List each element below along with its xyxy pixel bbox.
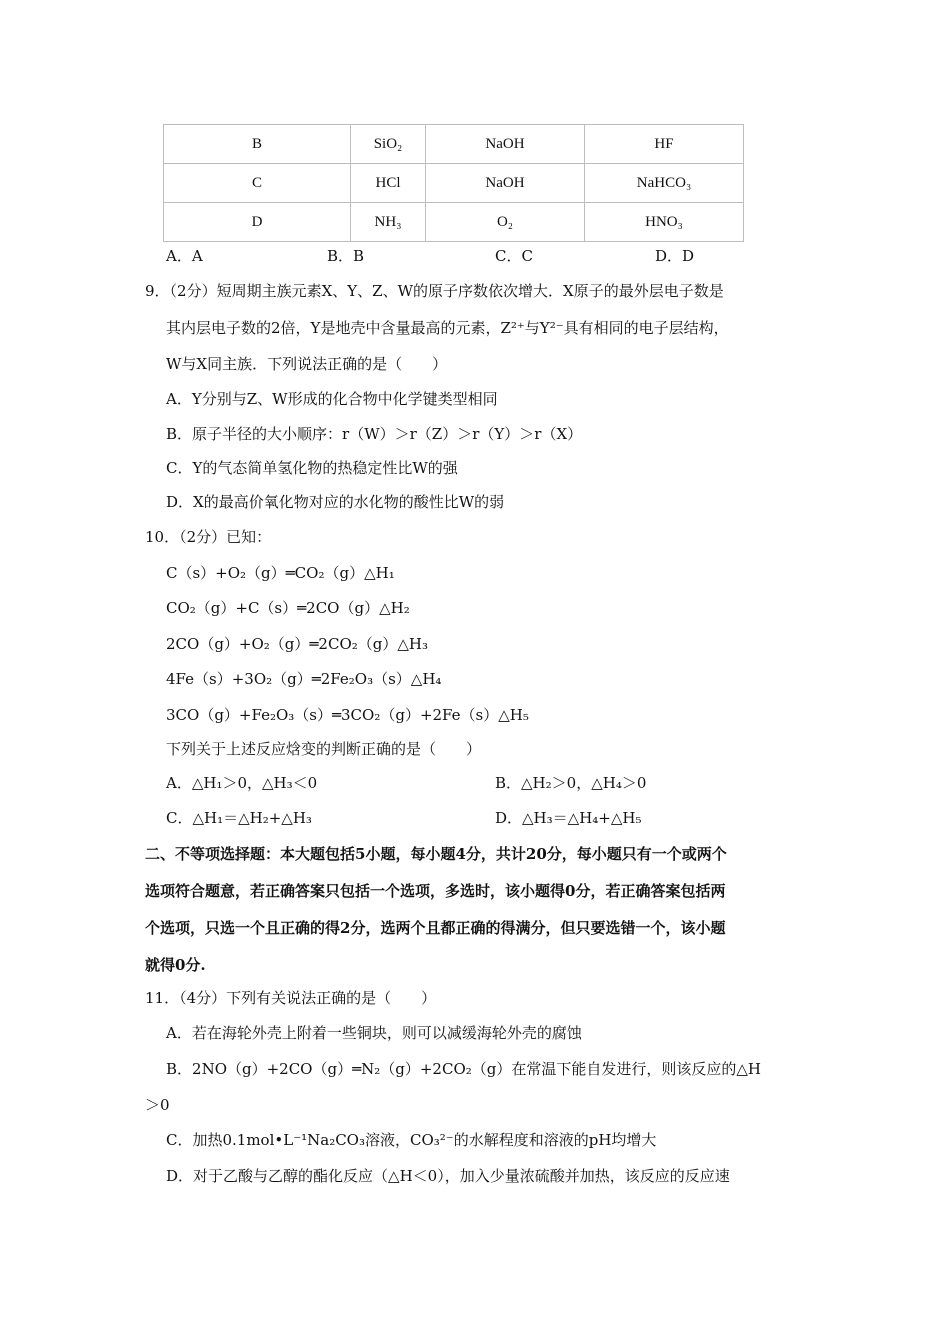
q8-choice-b: B．B xyxy=(327,247,365,265)
q11-option-d: D．对于乙酸与乙醇的酯化反应（△H＜0），加入少量浓硫酸并加热，该反应的反应速 xyxy=(166,1167,730,1185)
table-cell: O₂ xyxy=(426,203,585,242)
q10-question: 下列关于上述反应焓变的判断正确的是（ ） xyxy=(166,740,482,758)
table-cell: HF xyxy=(585,125,744,164)
q10-option-b: B．△H₂＞0，△H₄＞0 xyxy=(495,774,647,792)
q9-stem-line3: W与X同主族．下列说法正确的是（ ） xyxy=(166,355,448,373)
table-cell: NH₃ xyxy=(351,203,426,242)
table-cell: NaOH xyxy=(426,164,585,203)
q10-equation-5: 3CO（g）+Fe₂O₃（s）═3CO₂（g）+2Fe（s）△H₅ xyxy=(166,706,529,724)
table-cell: C xyxy=(164,164,351,203)
q11-option-b-line2: ＞0 xyxy=(145,1096,170,1114)
section2-heading-line3: 个选项，只选一个且正确的得2分，选两个且都正确的得满分，但只要选错一个，该小题 xyxy=(145,919,726,937)
table-cell: NaOH xyxy=(426,125,585,164)
options-table xyxy=(163,124,744,242)
q10-option-c: C．△H₁＝△H₂+△H₃ xyxy=(166,809,312,827)
q9-option-c: C．Y的气态简单氢化物的热稳定性比W的强 xyxy=(166,459,458,477)
q8-choice-c: C．C xyxy=(495,247,533,265)
q10-equation-3: 2CO（g）+O₂（g）═2CO₂（g）△H₃ xyxy=(166,635,428,653)
table-cell: NaHCO₃ xyxy=(585,164,744,203)
q10-stem: 10．（2分）已知： xyxy=(145,528,272,546)
q10-equation-2: CO₂（g）+C（s）═2CO（g）△H₂ xyxy=(166,599,410,617)
q10-option-a: A．△H₁＞0，△H₃＜0 xyxy=(166,774,318,792)
q10-option-d: D．△H₃＝△H₄+△H₅ xyxy=(495,809,642,827)
q11-stem: 11．（4分）下列有关说法正确的是（ ） xyxy=(145,989,437,1007)
q11-option-a: A．若在海轮外壳上附着一些铜块，则可以减缓海轮外壳的腐蚀 xyxy=(166,1024,582,1042)
q9-stem-line1: 9．（2分）短周期主族元素X、Y、Z、W的原子序数依次增大．X原子的最外层电子数是 xyxy=(145,282,724,300)
q9-option-d: D．X的最高价氧化物对应的水化物的酸性比W的弱 xyxy=(166,493,505,511)
q11-option-b-line1: B．2NO（g）+2CO（g）═N₂（g）+2CO₂（g）在常温下能自发进行，则该反应的△H xyxy=(166,1060,761,1078)
q8-choice-d: D．D xyxy=(655,247,695,265)
table-cell: HCl xyxy=(351,164,426,203)
q8-choice-a: A．A xyxy=(166,247,203,265)
table-row xyxy=(164,203,744,242)
table-cell: SiO₂ xyxy=(351,125,426,164)
table-cell: D xyxy=(164,203,351,242)
q11-option-c: C．加热0.1mol•L⁻¹Na₂CO₃溶液，CO₃²⁻的水解程度和溶液的pH均增大 xyxy=(166,1131,657,1149)
section2-heading-line2: 选项符合题意，若正确答案只包括一个选项，多选时，该小题得0分，若正确答案包括两 xyxy=(145,882,726,900)
table-row xyxy=(164,125,744,164)
section2-heading-line1: 二、不等项选择题：本大题包括5小题，每小题4分，共计20分，每小题只有一个或两个 xyxy=(145,845,727,863)
q9-option-a: A．Y分别与Z、W形成的化合物中化学键类型相同 xyxy=(166,390,498,408)
table-cell: B xyxy=(164,125,351,164)
section2-heading-line4: 就得0分. xyxy=(145,956,206,974)
q10-equation-1: C（s）+O₂（g）═CO₂（g）△H₁ xyxy=(166,564,395,582)
table-cell: HNO₃ xyxy=(585,203,744,242)
q9-stem-line2: 其内层电子数的2倍，Y是地壳中含量最高的元素，Z²⁺与Y²⁻具有相同的电子层结构， xyxy=(166,319,729,337)
q9-option-b: B．原子半径的大小顺序：r（W）＞r（Z）＞r（Y）＞r（X） xyxy=(166,425,583,443)
table-row xyxy=(164,164,744,203)
q10-equation-4: 4Fe（s）+3O₂（g）═2Fe₂O₃（s）△H₄ xyxy=(166,670,442,688)
